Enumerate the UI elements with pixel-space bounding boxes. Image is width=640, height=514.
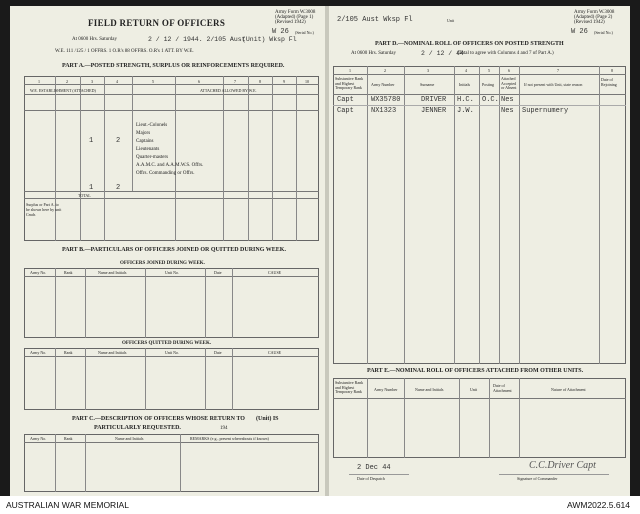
row2-att: Nes [501,107,514,115]
row1-number: WX35780 [371,96,401,104]
row2-surname: JENNER [421,107,447,115]
attached-heading: ATTACHED ALLOWED BY W.E. [200,88,257,93]
serial-label: (Serial No.) [295,30,314,35]
total-label: TOTAL [78,193,91,198]
right-page: 2/105 Aust Wksp Fl Unit Army Form W.3008 (Adapted) (Page 2) (Revised 1942) W 26 (Serial No.) PART D.—NOMINAL ROLL OF OFFICERS ON POSTED STRENGTH At 0600 Hrs. Saturday 2 / 12 / 44 (Total to agree with Columns 4 and 7 of Part A.) 1 2 3 4 5 6 7 8 Substantive Rank and Highest Temporary Rank Army Number Surname Initials Posting Attached Accepted or Absent If not present with Unit, state reason Date of Rejoining Capt WX35780 DRIVER H.C. O.C. Nes Capt NX1323 JENNER J.W. Nes Supernumery PART E.—NOMINAL ROLL OF OFFICERS ATTACHED FROM OTHER UNITS. Substantive Rank and Highest Temporary Rank Army Number Name and Initials Unit Date of Attachment Nature of Attachment 2 Dec 44 Date of Despatch C.C.Driver Capt Signature of Commander [329,6,630,496]
unit-typed: (Unit) Wksp Fl [242,36,297,43]
footer-accession: AWM2022.5.614 [567,500,630,510]
joined-heading: OFFICERS JOINED DURING WEEK. [120,261,205,266]
ranks-list: Lieut.-Colonels Majors Captains Lieutenants Quarter-masters A.A.M.C. and A.A.M.W.S. Offrs. Offrs. Commanding or Offrs. [136,123,204,176]
part-b-heading: PART B.—PARTICULARS OF OFFICERS JOINED OR QUITTED DURING WEEK. [62,247,286,253]
row2-reason: Supernumery [522,107,569,115]
part-d-heading: PART D.—NOMINAL ROLL OF OFFICERS ON POSTED STRENGTH [375,41,564,47]
commander-signature: C.C.Driver Capt [529,460,596,471]
part-d-date: 2 / 12 / 44 [421,50,464,57]
right-serial: W 26 [571,28,588,36]
form-tag-left: Army Form W.3008 (Adapted) (Page 1) (Revised 1942) [275,10,316,25]
left-page: Army Form W.3008 (Adapted) (Page 1) (Revised 1942) FIELD RETURN OF OFFICERS W 26 (Serial No.) At 0600 Hrs. Saturday 2 / 12 / 1944. 2/105 Aust (Unit) Wksp Fl W.E. 111 /125 / 1 OFFRS. 1 O.R's 88 OFFRS. O.R's 1 ATT. BY W.E. PART A.—POSTED STRENGTH, SURPLUS OR REINFORCEMENTS REQUIRED. 1 2 3 4 5 6 7 8 9 10 W.E. ESTABLISHMENT (ATTACHED) ATTACHED ALLOWED BY W.E. Lieut.-Colonels Majors Captains Lieutenants Quarter-masters A.A.M.C. and A.A.M.W.S. Offrs. Offrs. Commanding or Offrs. 1 2 1 2 TOTAL Surplus or Part A. to be shown here by unit Cmdr. PART B.—PARTICULARS OF OFFICERS JOINED OR QUITTED DURING WEEK. OFFICERS JOINED DURING WEEK. Army No. Rank Name and Initials Unit No. Date CAUSE OFFICERS QUITTED DURING WEEK. Army No. Rank Name and Initials Unit No. Date CAUSE PART C.—DESCRIPTION OF OFFICERS WHOSE RETURN TO (Unit) IS PARTICULARLY REQUESTED. 194 Army No. Rank Name and Initials REMARKS (e.g., present whereabouts if known) [10,6,325,496]
joined-table [24,268,319,338]
row2-number: NX1323 [371,107,397,115]
despatch-label: Date of Despatch [357,476,385,481]
total-b: 2 [116,184,121,192]
part-d-time: At 0600 Hrs. Saturday [351,51,396,56]
part-d-note: (Total to agree with Columns 4 and 7 of Part A.) [457,51,554,56]
row1-att: Nes [501,96,514,104]
row1-initials: H.C. [457,96,474,104]
right-serial-label: (Serial No.) [594,30,613,35]
form-tag-right: Army Form W.3008 (Adapted) (Page 2) (Revised 1942) [574,10,615,25]
part-c-heading: PART C.—DESCRIPTION OF OFFICERS WHOSE RETURN TO [72,416,245,422]
row1-surname: DRIVER [421,96,447,104]
part-e-heading: PART E.—NOMINAL ROLL OF OFFICERS ATTACHED FROM OTHER UNITS. [367,368,584,374]
row1-posting: O.C. [482,96,499,104]
right-unit-typed: 2/105 Aust Wksp Fl [337,16,413,24]
row2-rank: Capt [337,107,354,115]
quitted-table [24,348,319,410]
count-b: 2 [116,137,121,145]
row2-initials: J.W. [457,107,474,115]
signature-label: Signature of Commander [517,476,558,481]
count-a: 1 [89,137,94,145]
part-a-heading: PART A.—POSTED STRENGTH, SURPLUS OR REINFORCEMENTS REQUIRED. [62,63,285,69]
footer-bar [0,496,640,514]
row1-rank: Capt [337,96,354,104]
despatch-date: 2 Dec 44 [357,464,391,472]
quitted-heading: OFFICERS QUITTED DURING WEEK. [122,341,212,346]
serial-number: W 26 [272,28,289,36]
time-line: At 0600 Hrs. Saturday [72,37,117,42]
surplus-note: Surplus or Part A. to be shown here by unit Cmdr. [26,202,62,217]
date-unit-typed: 2 / 12 / 1944. 2/105 Aust [148,36,246,43]
part-c-year: 194 [220,426,228,431]
right-unit-label: Unit [447,18,455,23]
we-line: W.E. 111 /125 / 1 OFFRS. 1 O.R's 88 OFFRS. O.R's 1 ATT. BY W.E. [55,49,194,54]
form-title: FIELD RETURN OF OFFICERS [88,18,226,28]
footer-institution: AUSTRALIAN WAR MEMORIAL [6,500,129,510]
part-c-requested: PARTICULARLY REQUESTED. [94,425,181,431]
total-a: 1 [89,184,94,192]
part-c-unit: (Unit) IS [256,416,279,422]
we-heading: W.E. ESTABLISHMENT (ATTACHED) [30,88,96,93]
